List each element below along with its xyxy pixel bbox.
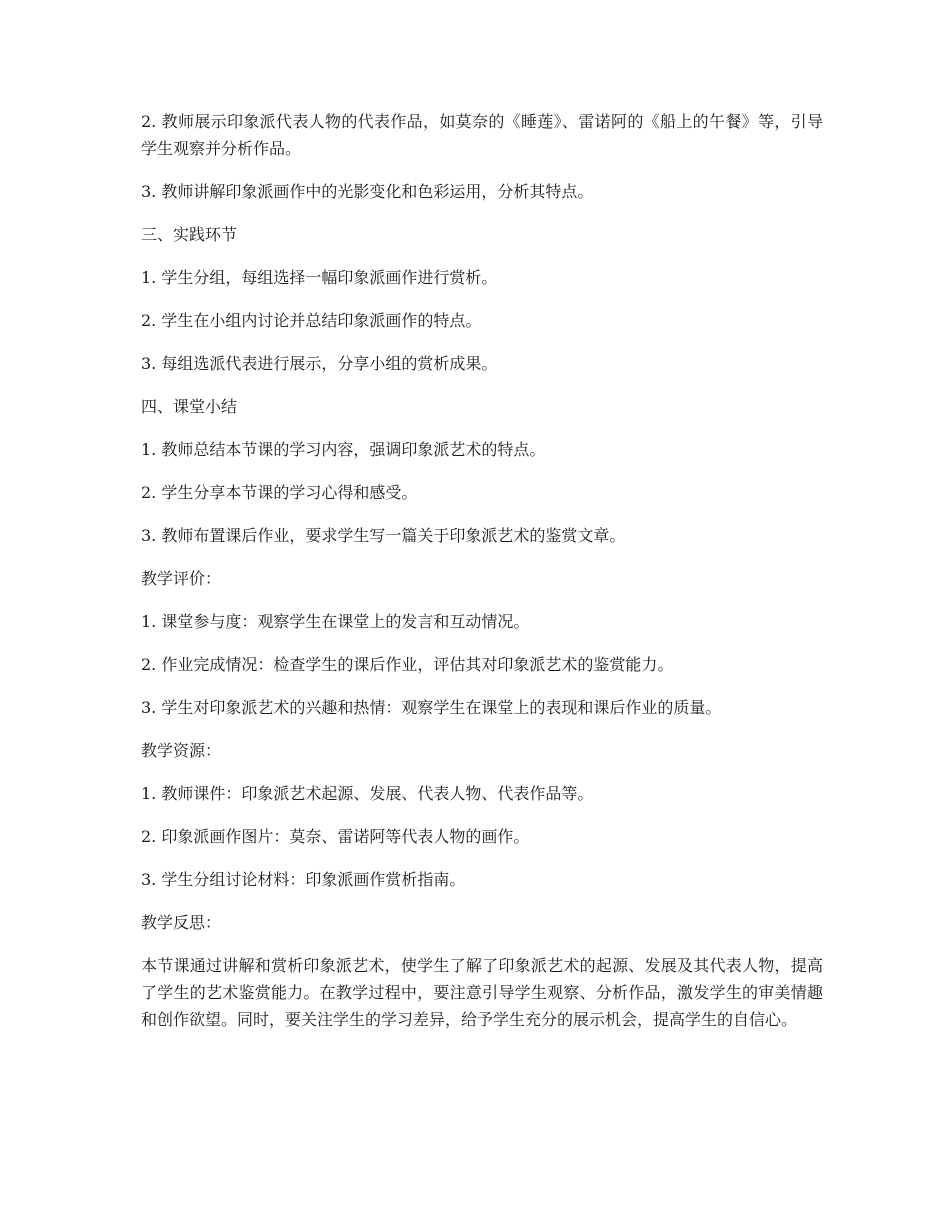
paragraph-participation: 1. 课堂参与度：观察学生在课堂上的发言和互动情况。: [141, 612, 530, 631]
paragraph-group-presentation: 3. 每组选派代表进行展示，分享小组的赏析成果。: [141, 354, 498, 373]
heading-evaluation: 教学评价：: [141, 569, 222, 588]
paragraph-materials: 3. 学生分组讨论材料：印象派画作赏析指南。: [141, 870, 466, 889]
paragraph-images: 2. 印象派画作图片：莫奈、雷诺阿等代表人物的画作。: [141, 827, 530, 846]
paragraph-homework: 3. 教师布置课后作业，要求学生写一篇关于印象派艺术的鉴赏文章。: [141, 526, 626, 545]
heading-resources: 教学资源：: [141, 741, 222, 760]
document-body: [141, 108, 823, 1049]
heading-reflection: 教学反思：: [141, 913, 222, 932]
paragraph-works-observation: 2. 教师展示印象派代表人物的代表作品，如莫奈的《睡莲》、雷诺阿的《船上的午餐》等，引导学生观察并分析作品。: [141, 112, 823, 158]
paragraph-group-discussion: 2. 学生在小组内讨论并总结印象派画作的特点。: [141, 311, 482, 330]
heading-summary: 四、课堂小结: [141, 397, 238, 416]
heading-practice: 三、实践环节: [141, 225, 238, 244]
paragraph-teacher-summary: 1. 教师总结本节课的学习内容，强调印象派艺术的特点。: [141, 440, 546, 459]
paragraph-light-color: 3. 教师讲解印象派画作中的光影变化和色彩运用，分析其特点。: [141, 182, 594, 201]
paragraph-interest: 3. 学生对印象派艺术的兴趣和热情：观察学生在课堂上的表现和课后作业的质量。: [141, 698, 722, 717]
paragraph-grouping: 1. 学生分组，每组选择一幅印象派画作进行赏析。: [141, 268, 498, 287]
paragraph-homework-completion: 2. 作业完成情况：检查学生的课后作业，评估其对印象派艺术的鉴赏能力。: [141, 655, 674, 674]
paragraph-courseware: 1. 教师课件：印象派艺术起源、发展、代表人物、代表作品等。: [141, 784, 594, 803]
paragraph-reflection: 本节课通过讲解和赏析印象派艺术，使学生了解了印象派艺术的起源、发展及其代表人物，提高了学生的艺术鉴赏能力。在教学过程中，要注意引导学生观察、分析作品，激发学生的审美情趣和创作欲望。同时，要关注学生的学习差异，给予学生充分的展示机会，提高学生的自信心。: [141, 956, 823, 1029]
paragraph-student-share: 2. 学生分享本节课的学习心得和感受。: [141, 483, 418, 502]
